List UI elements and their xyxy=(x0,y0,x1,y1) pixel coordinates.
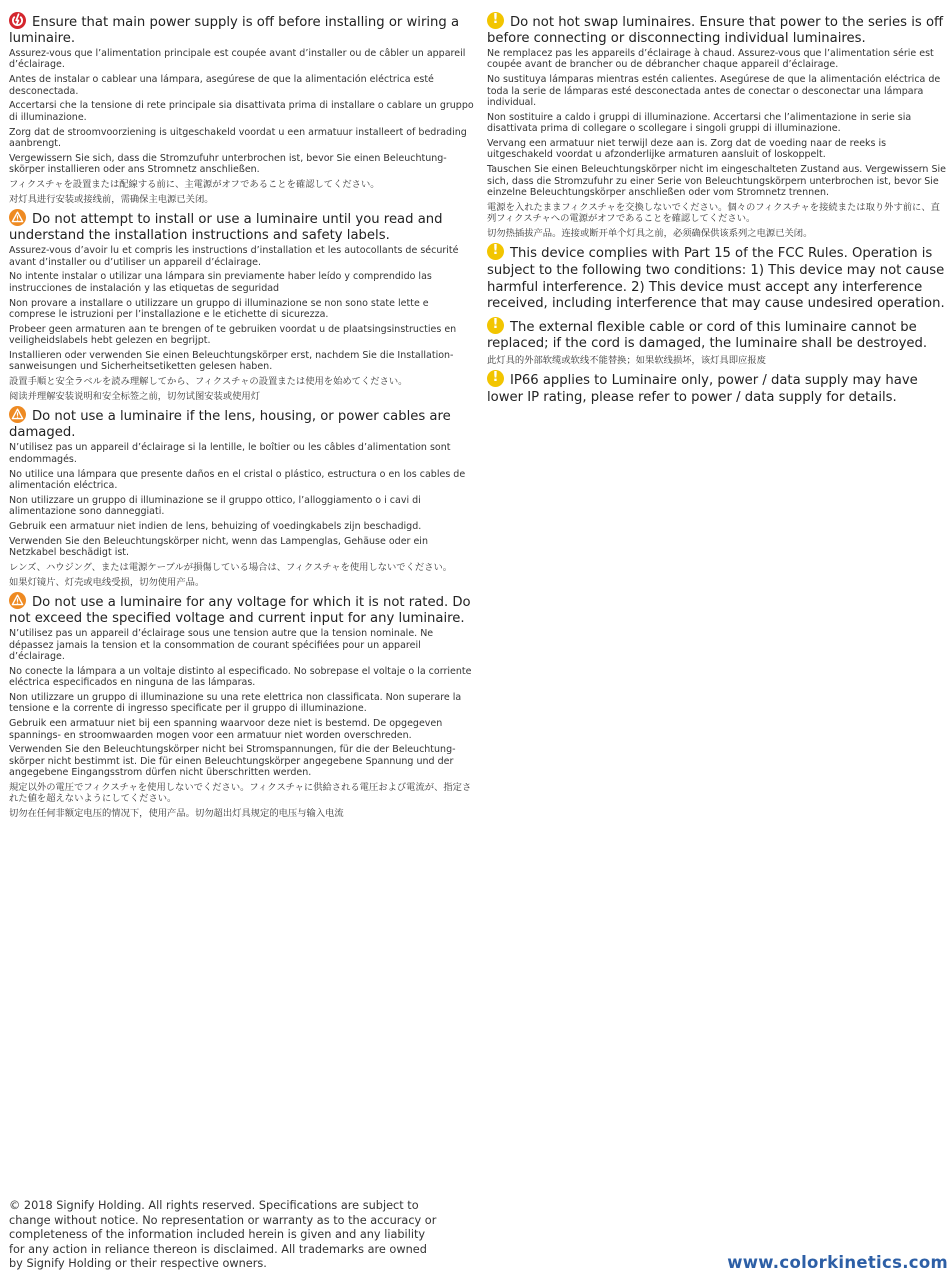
left-column xyxy=(9,12,474,824)
warning-icon xyxy=(9,209,26,226)
safety-section-read-instructions xyxy=(9,209,474,402)
paragraph-it: Non utilizzare un gruppo di illuminazione su una rete elettrica non classificata. Non superare la tensione e la corrente di ingresso specificate per il gruppo di illuminazione. xyxy=(9,692,462,715)
paragraph-de: Verwenden Sie den Beleuchtungskörper nicht bei Stromspannungen, für die der Beleuchtung-skörper nicht bestimmt ist. Die für einen Beleuchtungskörper angegebene Spannung und der angegebene Eingangsstrom dürfen nicht überschritten werden. xyxy=(9,744,456,779)
paragraph-fr: N’utilisez pas un appareil d’éclairage sous une tension autre que la tension nominale. Ne dépassez jamais la tension et la consommation de courant spécifiées pour un appareil d’éclairage. xyxy=(9,628,434,663)
power-off-icon xyxy=(9,12,26,29)
section-heading xyxy=(9,12,474,47)
paragraph-nl: Gebruik een armatuur niet indien de lens, behuizing of voedingkabels zijn beschadigd. xyxy=(9,521,422,533)
paragraph-zh: 阅读并理解安装说明和安全标签之前，切勿试图安装或使用灯 xyxy=(9,391,261,403)
heading-text: Ensure that main power supply is off before installing or wiring a luminaire. xyxy=(9,15,460,46)
paragraph-es: Antes de instalar o cablear una lámpara, asegúrese de que la alimentación eléctrica esté desconectada. xyxy=(9,74,434,97)
paragraph-nl: Probeer geen armaturen aan te brengen of te gebruiken voordat u de plaatsingsinstructies en veiligheidslabels hebt gelezen en begrijpt. xyxy=(9,323,457,347)
paragraph-fr: Assurez-vous d’avoir lu et compris les instructions d’installation et les autocollants de sécurité avant d’installer ou d’utiliser un appareil d’éclairage. xyxy=(9,245,459,268)
section-heading xyxy=(487,317,947,353)
paragraph-nl: Gebruik een armatuur niet bij een spanning waarvoor deze niet is bestemd. De opgegeven spannings- en stroomwaarden mogen voor een armatuur niet worden overschreden. xyxy=(9,718,443,741)
heading-text: Do not hot swap luminaires. Ensure that power to the series is off before connecting or disconnecting individual luminaires. xyxy=(487,15,944,46)
section-heading xyxy=(9,406,474,441)
heading-text: The external flexible cable or cord of this luminaire cannot be replaced; if the cord is damaged, the luminaire shall be destroyed. xyxy=(487,319,928,352)
safety-section-fcc xyxy=(487,243,947,312)
heading-text: IP66 applies to Luminaire only, power / data supply may have lower IP rating, please refer to power / data supply for details. xyxy=(487,373,918,405)
paragraph-nl: Vervang een armatuur niet terwijl deze aan is. Zorg dat de voeding naar de reeks is uitgeschakeld voordat u afzonderlijke armaturen aansluit of loskoppelt. xyxy=(487,138,887,161)
heading-text: This device complies with Part 15 of the FCC Rules. Operation is subject to the following two conditions: 1) This device may not cause harmful interference. 2) This device must accept any interference received, including interference that may cause undesired operation. xyxy=(487,246,945,312)
paragraph-es: No sustituya lámparas mientras estén calientes. Asegúrese de que la alimentación eléctrica de toda la serie de lámparas esté desconectada antes de conectar o desconectar una lámpara individual. xyxy=(487,74,941,109)
section-heading xyxy=(487,12,947,47)
paragraph-de: Installieren oder verwenden Sie einen Beleuchtungskörper erst, nachdem Sie die Installation-sanweisungen und Sicherheitsetiketten gelesen haben. xyxy=(9,350,454,373)
paragraph-it: Non sostituire a caldo i gruppi di illuminazione. Accertarsi che l’alimentazione in serie sia disattivata prima di collegare o scollegare i singoli gruppi di illuminazione. xyxy=(487,111,912,135)
copyright-notice: © 2018 Signify Holding. All rights reserved. Specifications are subject to change without notice. No representation or warranty as to the accuracy or completeness of the information included herein is given and any liability for any action in reliance thereon is disclaimed. All trademarks are owned by Signify Holding or their respective owners. xyxy=(9,1199,437,1271)
safety-section-voltage xyxy=(9,592,474,819)
safety-section-ip66 xyxy=(487,370,947,406)
paragraph-zh: 对灯具进行安装或接线前，需确保主电源已关闭。 xyxy=(9,193,214,205)
paragraph-zh: 切勿热插拔产品。连接或断开单个灯具之前，必须确保供该系列之电源已关闭。 xyxy=(487,228,813,240)
paragraph-it: Accertarsi che la tensione di rete principale sia disattivata prima di installare o cablare un gruppo di illuminazione. xyxy=(9,100,474,123)
warning-icon xyxy=(9,592,26,609)
safety-section-cable xyxy=(487,317,947,367)
right-column xyxy=(487,12,947,411)
paragraph-de: Verwenden Sie den Beleuchtungskörper nicht, wenn das Lampenglas, Gehäuse oder ein Netzkabel beschädigt ist. xyxy=(9,535,428,559)
paragraph-ja: 電源を入れたままフィクスチャを交換しないでください。個々のフィクスチャを接続または取り外す前に、直列フィクスチャへの電源がオフであることを確認してください。 xyxy=(487,201,940,225)
exclamation-icon: ! xyxy=(487,317,504,334)
paragraph-fr: Assurez-vous que l’alimentation principale est coupée avant d’installer ou de câbler un appareil d’éclairage. xyxy=(9,48,466,71)
exclamation-icon: ! xyxy=(487,243,504,260)
paragraph-ja: フィクスチャを設置または配線する前に、主電源がオフであることを確認してください。 xyxy=(9,179,380,191)
heading-text: Do not use a luminaire for any voltage for which it is not rated. Do not exceed the specified voltage and current input for any luminaire. xyxy=(9,595,471,627)
exclamation-icon: ! xyxy=(487,12,504,29)
paragraph-de: Vergewissern Sie sich, dass die Stromzufuhr unterbrochen ist, bevor Sie einen Beleuchtung-skörper installieren oder ans Stromnetz anschließen. xyxy=(9,152,447,176)
paragraph-ja: 設置手順と安全ラベルを読み理解してから、フィクスチャの設置または使用を始めてください。 xyxy=(9,376,408,388)
section-heading xyxy=(487,243,947,312)
paragraph-zh: 此灯具的外部软缆或软线不能替换；如果软线损坏，该灯具即应报废 xyxy=(487,355,766,366)
paragraph-es: No intente instalar o utilizar una lámpara sin previamente haber leído y comprendido las instrucciones de instalación y las etiquetas de seguridad xyxy=(9,271,432,294)
safety-section-hot-swap xyxy=(487,12,947,239)
paragraph-ja: レンズ、ハウジング、または電源ケーブルが損傷している場合は、フィクスチャを使用しないでください。 xyxy=(9,562,453,574)
safety-section-power xyxy=(9,12,474,205)
paragraph-it: Non utilizzare un gruppo di illuminazione se il gruppo ottico, l’alloggiamento o i cavi di alimentazione sono danneggiati. xyxy=(9,494,421,518)
paragraph-zh: 如果灯镜片、灯壳或电线受损，切勿使用产品。 xyxy=(9,576,205,588)
paragraph-nl: Zorg dat de stroomvoorziening is uitgeschakeld voordat u een armatuur installeert of bedrading aanbrengt. xyxy=(9,126,467,150)
section-heading xyxy=(9,209,474,244)
paragraph-zh: 切勿在任何非额定电压的情况下，使用产品。切勿超出灯具规定的电压与输入电流 xyxy=(9,808,344,820)
warning-icon xyxy=(9,406,26,423)
paragraph-es: No utilice una lámpara que presente daños en el cristal o plástico, estructura o en los cables de alimentación eléctrica. xyxy=(9,468,466,492)
paragraph-fr: Ne remplacez pas les appareils d’éclairage à chaud. Assurez-vous que l’alimentation série est coupée avant de brancher ou de débrancher chaque appareil d’éclairage. xyxy=(487,48,934,71)
paragraph-es: No conecte la lámpara a un voltaje distinto al especificado. No sobrepase el voltaje o la corriente eléctrica especificados en ninguna de las lámparas. xyxy=(9,665,472,689)
website-link[interactable]: www.colorkinetics.com xyxy=(727,1253,948,1272)
section-heading xyxy=(487,370,947,406)
safety-section-damaged xyxy=(9,406,474,588)
heading-text: Do not attempt to install or use a luminaire until you read and understand the installation instructions and safety labels. xyxy=(9,212,443,244)
paragraph-fr: N’utilisez pas un appareil d’éclairage si la lentille, le boîtier ou les câbles d’alimentation sont endommagés. xyxy=(9,442,451,465)
paragraph-de: Tauschen Sie einen Beleuchtungskörper nicht im eingeschalteten Zustand aus. Vergewissern Sie sich, dass die Stromzufuhr zu einer Serie von Beleuchtungskörpern unterbrochen ist, bevor Sie einzelne Beleuchtungskörper anschließen oder vom Stromnetz trennen. xyxy=(487,164,946,199)
paragraph-it: Non provare a installare o utilizzare un gruppo di illuminazione se non sono state lette e comprese le istruzioni per l’installazione e le etichette di sicurezza. xyxy=(9,297,429,321)
exclamation-icon: ! xyxy=(487,370,504,387)
paragraph-ja: 規定以外の電圧でフィクスチャを使用しないでください。フィクスチャに供給される電圧および電流が、指定された値を超えないようにしてください。 xyxy=(9,782,472,805)
section-heading xyxy=(9,592,474,627)
heading-text: Do not use a luminaire if the lens, housing, or power cables are damaged. xyxy=(9,409,451,441)
